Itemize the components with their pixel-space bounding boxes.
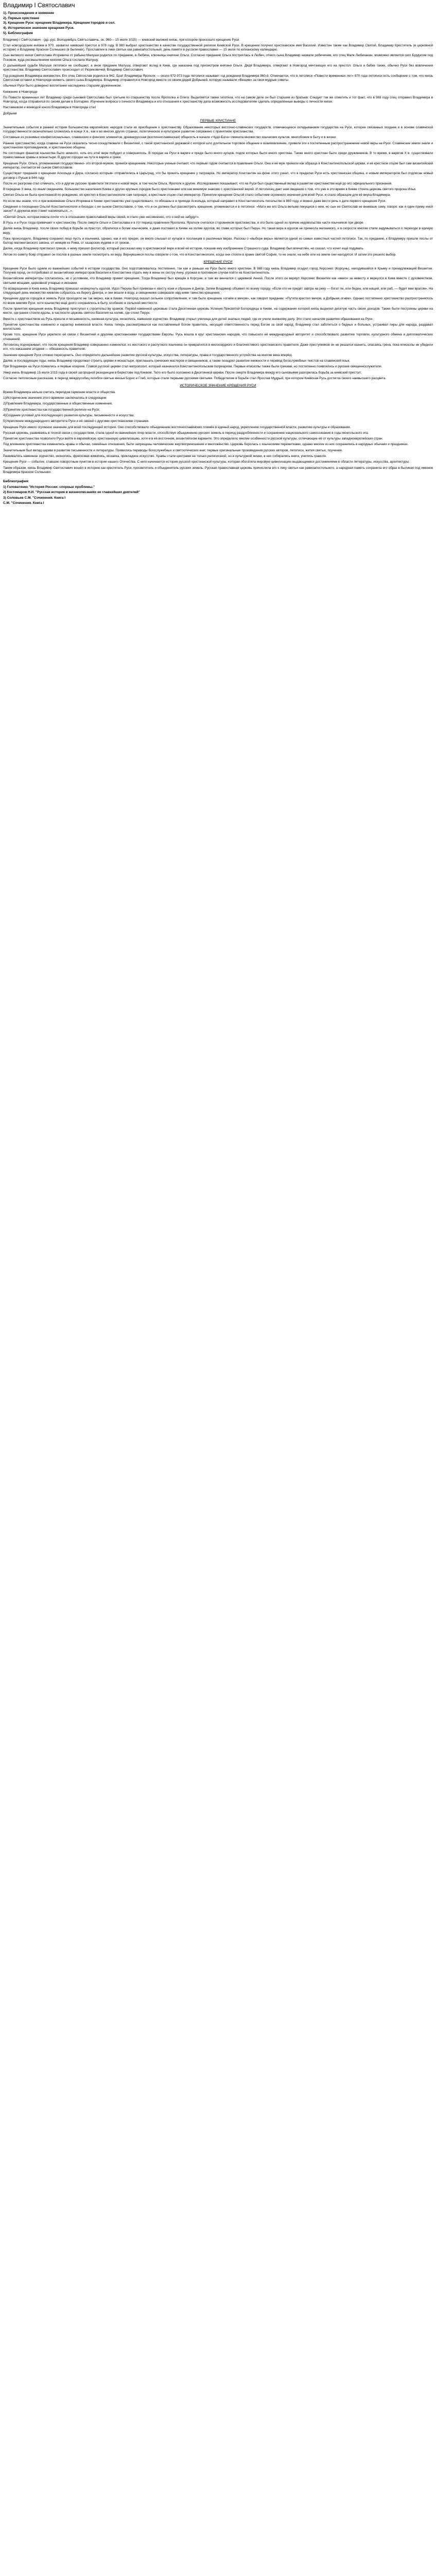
paragraph: Крещение Руси. Ольга, упоминаемая государственно- это второй-мужем, принеся крещением. Некоторые ученые считают, что первым годом считается в правление Ольги. Она и её муж приняли как образца в Константинопольской церкви, и её крестном отцом был сам византийский император, считается её сыном Святославом. xyxy=(3,161,433,170)
paragraph: Под влиянием христианства изменились нравы и обычаи, семейные отношения, были запрещены человеческие жертвоприношения и многожёнство. Церковь боролась с языческими пережитками, однако многие из них сохранились в народных обычаях и праздниках. xyxy=(3,443,409,447)
paragraph: Принятие христианства изменило и характер княжеской власти. Князь теперь рассматривался как поставленный Богом правитель, несущий ответственность перед Богом за свой народ. Владимир стал заботиться о бедных и больных, устраивал пиры для народа, раздавал милостыню. xyxy=(3,323,433,331)
paragraph: После принятия крещения князь Владимир приступил к строительству храмов. Первой каменной церковью стала Десятинная церковь Успения Пресвятой Богородицы в Киеве, на содержание которой князь выделил десятую часть своих доходов. Также были построены церкви на месте, где ранее стояли идолы, в частности церковь святого Василия на холме, где стоял Перун. xyxy=(3,307,433,315)
paragraph: Крещение других городов и земель Руси проходило не так мирно, как в Киеве. Новгород оказал сильное сопротивление, и там было крещение «огнём и мечом», как говорит предание: «Путята крестил мечом, а Добрыня огнём». Однако постепенно христианство распространялось по всем землям Руси, хотя язычество ещё долго сохранялось в быту, особенно в сельской местности. xyxy=(3,297,433,305)
paragraph: По Повести временных лет Владимир среди сыновей Святослава был третьим по старшинству после Ярополка и Олега. Выделяется также гипотеза, что на самом деле он был старшим из братьев. Следует так же отметить и тот факт, что в 969 году отец отправил Владимира в Новгород, когда отправился по своим делам в Болгарию. Изучение вопроса о личности Владимира и его отношения к христианству дала возможность исследователям сделать определённые выводы о личности князя. xyxy=(3,95,433,104)
paragraph: 5)Укрепление международного авторитета Руси и её связей с другими христианскими странами. xyxy=(3,419,149,423)
paragraph: Далее, в последующие годы, князь Владимир продолжал строить церкви и монастыри, приглашать греческих мастеров и священников, а также поощрял развитие книжности и перевод богослужебных текстов на славянский язык. xyxy=(3,359,351,363)
paragraph: Вместе с христианством на Русь пришла и письменность, книжная культура, иконопись, каменное зодчество. Владимир открыл училища для детей знатных людей, где их учили книжному делу. Это стало началом развития образования на Руси. xyxy=(3,317,374,321)
paragraph: Стал новгородским князем в 970, захватил киевский престол в 978 году. В 980 выбрал христианство в качестве государственной религии Киевской Руси. В крещении получил христианское имя Василий. Известен также как Владимир Святой, Владимир Креститель (в церковной истории) и Владимир Красное Солнышко (в былинах). Прославлен в лике святых как равноапостольный, день памяти в русском православии — 15 июля по юлианскому календарю. xyxy=(3,43,433,52)
paragraph: Добрыня xyxy=(3,111,17,115)
section-heading-baptism: КРЕЩЕНИЕ РУСИ xyxy=(203,260,233,264)
paragraph: Кроме того, крещение Руси укрепило её связи с Византией и другими христианскими государствами Европы. Русь вошла в круг христианских народов, что повысило её международный авторитет и способствовало развитию торговли, культурного обмена и дипломатических отношений. xyxy=(3,333,433,341)
paragraph: Существуют предания о крещении Аскольда и Дира, согласно которым- отправлялись в Царьград, что бы принять крещение у патриарха. Но император Константин на фоне этого узнал, что в пределах Руси есть христианская община, и новым императором был подписан новый договор с Русью в 944 году. xyxy=(3,172,433,180)
section-first-christians xyxy=(3,126,433,257)
paragraph: Пока происходило, Владимир сохранял лицо пусть и язычника, однако, как и его предки, он много слышал от купцов и посланцев о различных верах. Рассказ о «выборе веры» является одной из самых известных частей летописи. Так, по преданию, к Владимиру пришли послы от болгар магометанского закона, от немцев из Рима, от хазарских иудеев и от греков. xyxy=(3,236,433,245)
paragraph: Крещение Руси — событие, ставшее поворотным пунктом в истории нашего Отечества. С него начинается история русской христианской культуры, которая обогатила мировую цивилизацию выдающимися достижениями в области литературы, искусства, архитектуры. xyxy=(3,460,410,464)
paragraph: О дальнейшей судьбе Малуши летописи не сообщают, а иное предание Малушу, отвергают вслед в Киев, где наказана под присмотром княгини Ольги. Дядя Владимира, отвергают в Новгород мечтающих его на престол. Ольга и бабке также, обычно Руси без вовлечения христианства. Владимир Святославич происходил от Рюриковичей. Владимир Святославич. xyxy=(3,64,433,72)
table-of-contents xyxy=(3,11,433,36)
paragraph: «Святой Ольге, которая имела почти что в отношении православной веры своей, и стало уже несомненно, что о ней не забудут». xyxy=(3,215,200,219)
paragraph: В Русь и и Руси тогда привечают к христианству. После смерти Ольги и Святослава и в тот период правления Ярополка, Ярополк считался сторонником христианства, и это было одной из причин недовольства части язычников при дворе. xyxy=(3,221,364,225)
section-heading-significance: ИСТОРИЧЕСКОЕ ЗНАЧЕНИЕ КРЕЩЕНИЯ РУСИ xyxy=(180,384,256,388)
document xyxy=(0,0,436,506)
toc-item: 5). Библиография xyxy=(3,31,33,35)
section-heading-first-christians: ПЕРВЫЕ ХРИСТИАНЕ xyxy=(200,119,236,123)
paragraph: Далее князь Владимир, после своих побед в борьбе за престол, обратился к богам языческим, и даже поставил в Киеве на холме идолов, во главе которых был Перун. Но такая вера в идолов не принесла желаемого, и в скорости многие стали задумываться о переходе в единую веру. xyxy=(3,227,433,235)
paragraph: 3)Принятие христианства как государственной религии на Руси; xyxy=(3,408,100,412)
toc-item: 2). Первые христиане xyxy=(3,16,40,20)
paragraph: Княжение в Новгороде xyxy=(3,90,38,94)
paragraph: Время Владимира нельзя считать периодом гармонии власти и общества. xyxy=(3,390,116,394)
paragraph: Владимир I Святославич - (др.-рус. Володимѣръ Святъславичь, ок. 960— 15 июля 1015) — киевский великий князь, при котором произошло крещение Руси. xyxy=(3,38,240,42)
paragraph: Раннее христианство, когда славяне на Руси оказались тесно соседствовали с Византией, с такой христианской державой с которой шло длительное торговое общение и взаимовлияние, привели эти к постепенным распространением новой веры на Руси. Славянские земли знали и христианских проповедников, и христианские общины. xyxy=(3,141,433,149)
paragraph: Византийские императоры согласились, но с условием, что Владимир примет крещение. Тогда Владимир был крещён в Корсуни, и там же венчался с царевной Анной. После этого он вернул Херсонес Византии как «вено» за невесту и вернулся в Киев вместе с духовенством, святыми мощами, церковной утварью и иконами. xyxy=(3,277,433,285)
paragraph: Значение крещения Руси сложно переоценить. Оно определило дальнейшее развитие русской культуры, искусства, литературы, права и государственного устройства на многие века вперёд. xyxy=(3,353,293,357)
paragraph: Значительные события в ранней истории большинства европейских народов стали их приобщение к христианству. Образование некоторых восточно-славянских государств, отмечающиеся складыванием государства на Руси, которое связанных позднее и в основе славянской государственности окончательно сложились в конце X в., как и во многих других странах, политическое и культурное развитие сопряжено с принятием христианства. xyxy=(3,125,433,133)
paragraph: Но если мы знаем, что и при вокняжении Ольги Игоревна в Киеве христианство уже существовало, то обязаны и в приходе Аскольда, который направил в Константинополь посольство в 860 году, и можно даже вести речь о дате первого крещения Руси. xyxy=(3,199,386,203)
bibliography-item: 3) Соловьев С.М. "Сочинения. Книга I xyxy=(3,496,66,500)
paragraph: Летописец подчеркивает, что после крещения Владимир совершенно изменился: из жестокого и распутного язычника он превратился в милосердного и благочестивого христианского правителя. Даже преступников он не решался казнить, опасаясь греха, пока епископы не убедили его, что наказание злодеев — обязанность правителя. xyxy=(3,343,433,351)
section-baptism xyxy=(3,267,433,381)
paragraph: Летом по совету бояр отправил он послов в разные земли посмотреть их веру. Вернувшиеся послы говорили о том, что в Константинополе, когда они стояли в храме святой Софии, то не знали, на небе или на земле они находятся. И затем это решило выбор. xyxy=(3,252,396,257)
paragraph: В середине X века, по иным сведениям, большинство населения Киева и других крупных городов было христианами или как минимум знакомо с христианской верой. И летописец дает нам сведения о том, что уже в это время в Киеве стояла церковь святого пророка Ильи. xyxy=(3,188,416,192)
paragraph: Значительным был вклад церкви в развитие письменности и литературы. Появились переводы богослужебных и святоотеческих книг, первые оригинальные произведения русских авторов, летописи, жития святых, поучения. xyxy=(3,448,343,452)
paragraph: Таким образом, князь Владимир Святославич вошёл в историю как креститель Руси, просветитель и объединитель русских земель. Русская православная церковь причислила его к лику святых как равноапостольного, а народная память сохранила его образ в былинах под именем Владимира Красное Солнышко. xyxy=(3,466,433,474)
bibliography-list xyxy=(3,485,433,506)
paragraph: Год рождения Владимира неизвестен. Его отец Святослав родился в 942. Брат Владимира Ярополк — около 972-973 года летописи называет год рождения Владимира 960-й. Отмечается, что в летописи «Повести временных лет» 970 года летописи есть сообщение о том, что князь Святослав оставил в Новгороде княжить своего сына Владимира. Владимир отправился в Новгород вместе со своим дядей Добрыней, которую называли «Вещим» за свои мудрые советы. xyxy=(3,74,433,82)
paragraph: Русская церковь, развиваясь в тесной связи с государством, стала одной из важнейших опор власти, способствуя объединению русских земель в период раздробленности и сохранению национального самосознания в годы монгольского ига. xyxy=(3,431,369,435)
toc-item: 3). Крещение Руси: крещение Владимира. Крещение городов и сел. xyxy=(3,21,115,25)
page-title: Владимир I Святославич xyxy=(3,2,75,9)
paragraph: 4)Создание условий для последующего развития культуры, письменности и искусства; xyxy=(3,413,135,417)
paragraph: 2)Правление Владимира, государственные и общественные изменения; xyxy=(3,402,113,406)
paragraph: По возвращении в Киев князь Владимир приказал низвергнуть идолов. Идол Перуна был привязан к хвосту коня и сброшен в Днепр. Затем Владимир объявил по всему городу: «Если кто не придёт завтра на реку — богат ли, или беден, или нищий, или раб, — будет мне врагом». На следующий день множество киевлян собралось на берегу Днепра, и они вошли в воду, а священники совершали над ними таинство крещения. xyxy=(3,286,433,295)
section-origin xyxy=(3,38,433,116)
paragraph: Крещение Руси было одним из важнейших событий в истории государства. Оно подготавливалось постепенно, так как и раньше на Руси было много христиан. В 988 году князь Владимир осадил город Херсонес (Корсунь), находившийся в Крыму и принадлежащий Византии. Получив город, он потребовал от византийских императоров Василия и Константина отдать ему в жены их сестру Анну, угрожая в противном случае пойти на Константинополь. xyxy=(3,266,433,275)
paragraph: 1)Исторические значение этого времени заключались в следующем: xyxy=(3,396,107,400)
paragraph: Не состоящих фанатов язычества было немного, хоть его этой вере побудил и совершилось. В городах на Руси в варяге и преде было много купцов, подле которых было много христиан. Также много христиан было среди дружинников. В то время, в варягов Х в. существовали православные храмы и монастыри. В других городах на пути в варяги и греки. xyxy=(3,151,433,160)
paragraph: обычных Руси было доверено воспитание наследника старшим дружинником. xyxy=(3,84,122,88)
bibliography-title: Библиография: xyxy=(3,480,29,484)
paragraph: Наставником и воеводой юного Владимира в Новгороде стал xyxy=(3,106,96,110)
paragraph: Крещение Руси имело огромное значение для всей последующей истории. Оно способствовало объединению восточнославянских племён в единый народ, укреплению государственной власти, развитию культуры и образования. xyxy=(3,425,351,429)
paragraph: Сведения о посещении Ольгой Константинополя и беседах с ее сыном Святославом, о том, что и он должен был рассмотреть крещение, упоминаются и в летописи: «Мати же его Ольга вельми пекущися о нем, но сын ее Святослав не внимаше сему, говоря: как я один приму иной закон? А дружина моя станет насмехаться...». xyxy=(3,205,433,213)
toc-item: 1). Происхождение и княжение xyxy=(3,11,55,15)
paragraph: Составные из рознимых конфессиональных, славянских и финских элементов, древнерусская (восточнославянская) общность в начале «Чудо-Бога» сменила множество языческих культов, многобожие в быту и в жизни. xyxy=(3,135,337,140)
section-significance xyxy=(3,391,433,474)
paragraph: Умер князь Владимир 15 июля 1015 года в своей загородной резиденции в Берестове под Киевом. Тело его было положено в Десятинной церкви. После смерти Владимира между его сыновьями разгорелась борьба за киевский престол. xyxy=(3,370,362,375)
bibliography-item: 1) Головатенко "История России: спорные проблемы." xyxy=(3,485,95,489)
paragraph: Развивалось каменное зодчество, иконопись, фресковая живопись, мозаика, прикладное искусство. Храмы стали центрами не только религиозной, но и культурной жизни, в них собирались книги, учились грамоте. xyxy=(3,454,327,458)
paragraph: Далее, когда Владимир пригласил греков, к нему пришел философ, который рассказал ему о христианской вере и всей её истории, показав ему изображение Страшного суда. Владимир был впечатлён, но сказал, что хочет ещё подумать. xyxy=(3,247,364,251)
toc-item: 4). Историческое значение крещения Руси. xyxy=(3,26,75,30)
bibliography-item: 2) Костомаров Н.И. "Русская история в жизнеописаниях ее главнейших деятелей" xyxy=(3,490,140,495)
paragraph: Согласно летописным рассказам, в период междоусобиц погибли святые князья Борис и Глеб, которые стали первыми русскими святыми. Победителем в борьбе стал Ярослав Мудрый, при котором Киевская Русь достигла своего наивысшего расцвета. xyxy=(3,376,387,380)
bibliography-item: С.М. "Сочинения. Книга I xyxy=(3,501,44,505)
paragraph: Святая Ольга не была христианкой по рождению, её крестил в Константинополе сам патриарх, а крестным отцом стал император. Принятие крещения Ольгой стало событием огромного значения для всей Руси, и стало образцом для её внука Владимира. xyxy=(3,193,391,197)
paragraph: Сын великого князя Святослава Игоревича от рабыни Малуши родился по преданию, в Любече, ключницы княгини Ольги. Согласно преданию Ольга постриглась в Любеч, отчего сына Владимир назвали робичичем, его отец Малк Любечанин, возможно является сего Бурдатом под Псковом, куда росмышлением княгиня Ольга сослала Малушу. xyxy=(3,54,433,62)
paragraph: Принятие христианства позволило Руси войти в европейскую христианскую цивилизацию, хотя и в её восточном, византийском варианте. Это определило многие особенности русской культуры, отличающие её от культуры западноевропейских стран. xyxy=(3,437,383,441)
paragraph: После их разгрома стал отмечать, что и другие русские правители тяготели к новой вере, в том числе Ольга, Ярополк и другие. Исследования показывают, что на Руси был существенный вклад в развитии христианства ещё до его официального признания. xyxy=(3,181,392,185)
paragraph: При Владимире на Руси появились и первые епархии. Главой русской церкви стал митрополит, который назначался Константинопольским патриархом. Первые епископы также были греками, но постепенно появлялись и русские священнослужители. xyxy=(3,365,382,369)
